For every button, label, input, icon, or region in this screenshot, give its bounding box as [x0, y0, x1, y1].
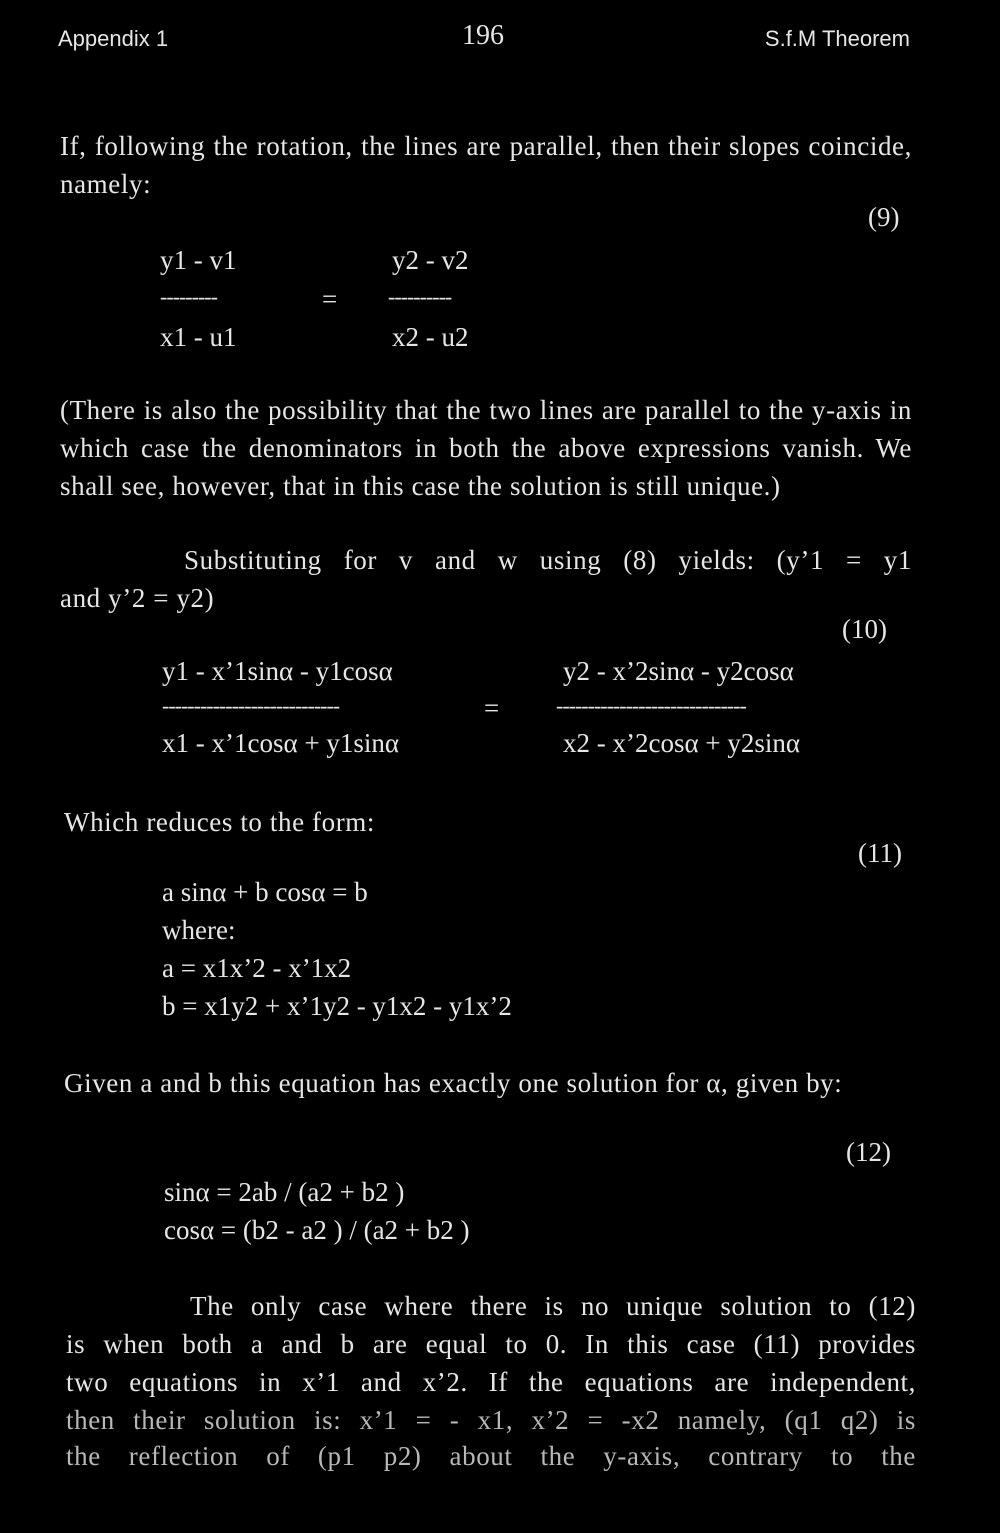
paragraph-reduces-to-form: Which reduces to the form: [64, 807, 375, 837]
eq11-line1: a sinα + b cosα = b [162, 877, 368, 907]
paragraph-parallel-slopes: If, following the rotation, the lines are parallel, then their slopes coincide, namely: [60, 131, 912, 199]
page-number: 196 [462, 20, 504, 51]
eq10-equals: = [484, 693, 500, 723]
equation-9-number: (9) [868, 202, 900, 232]
eq9-right-numerator: y2 - v2 [392, 245, 469, 275]
equation-11-number: (11) [858, 838, 902, 868]
para6-line2: is when both a and b are equal to 0. In this case (11) provides [66, 1329, 916, 1359]
eq9-equals: = [322, 284, 338, 314]
eq10-left-denominator: x1 - x’1cosα + y1sinα [162, 728, 400, 758]
paragraph-substituting-line2: and y’2 = y2) [60, 583, 215, 613]
header-appendix-label: Appendix 1 [58, 26, 169, 51]
eq11-where-label: where: [162, 915, 236, 945]
eq10-left-numerator: y1 - x’1sinα - y1cosα [162, 656, 393, 686]
page-header [58, 20, 910, 54]
eq11-definition-a: a = x1x’2 - x’1x2 [162, 953, 352, 983]
eq9-left-denominator: x1 - u1 [160, 322, 237, 352]
para6-line4: then their solution is: x’1 = - x1, x’2 = -x2 namely, (q1 q2) is [66, 1405, 916, 1435]
eq10-right-denominator: x2 - x’2cosα + y2sinα [563, 728, 801, 758]
eq9-right-denominator: x2 - u2 [392, 322, 469, 352]
para6-line5: the reflection of (p1 p2) about the y-axis, contrary to the [66, 1441, 916, 1471]
eq10-right-numerator: y2 - x’2sinα - y2cosα [563, 656, 794, 686]
header-theorem-label: S.f.M Theorem [764, 26, 910, 51]
para6-line1: The only case where there is no unique solution to (12) [190, 1291, 916, 1321]
para6-line3: two equations in x’1 and x’2. If the equations are independent, [66, 1367, 916, 1397]
eq10-right-fraction-bar: ------------------------------ [556, 693, 746, 718]
eq11-definition-b: b = x1y2 + x’1y2 - y1x2 - y1x’2 [162, 991, 512, 1021]
paragraph-substituting-line1: Substituting for v and w using (8) yields: (y’1 = y1 [184, 545, 912, 575]
eq10-left-fraction-bar: ---------------------------- [162, 693, 340, 718]
equation-10-number: (10) [842, 614, 887, 644]
eq12-sin-formula: sinα = 2ab / (a2 + b2 ) [164, 1177, 405, 1207]
paragraph-given-a-and-b: Given a and b this equation has exactly one solution for α, given by: [64, 1068, 843, 1098]
eq9-left-numerator: y1 - v1 [160, 245, 237, 275]
eq9-right-fraction-bar: ---------- [388, 284, 452, 309]
eq9-left-fraction-bar: --------- [160, 284, 217, 309]
eq12-cos-formula: cosα = (b2 - a2 ) / (a2 + b2 ) [164, 1215, 470, 1245]
equation-12-number: (12) [846, 1137, 891, 1167]
paragraph-y-axis-possibility: (There is also the possibility that the two lines are parallel to the y-axis in which case the denominators in both the above expressions vanish. We shall see, however, that in this case the solution is still unique.) [60, 395, 912, 501]
